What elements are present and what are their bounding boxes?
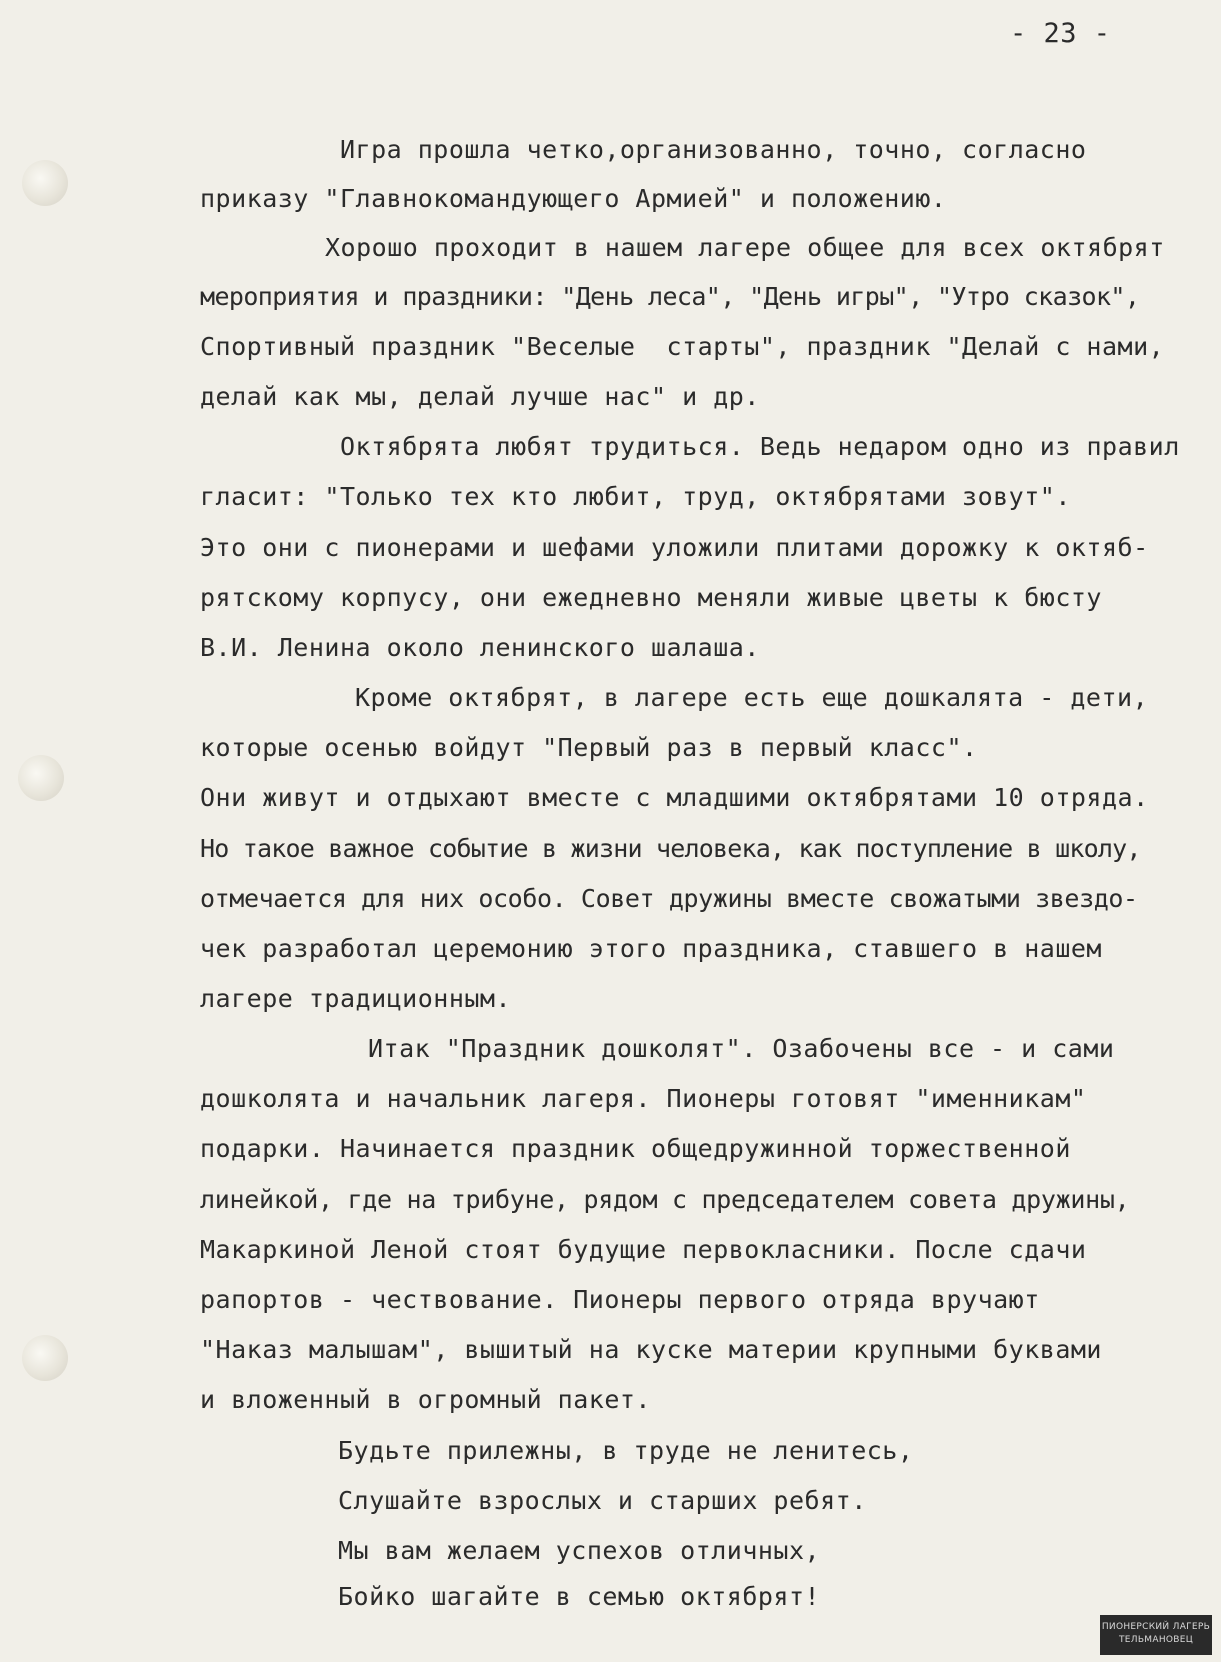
text-line: Это они с пионерами и шефами уложили плитами дорожку к октяб- — [200, 533, 1149, 562]
punch-hole-middle — [18, 755, 64, 801]
text-line: Кроме октябрят, в лагере есть еще дошкалята - дети, — [355, 683, 1149, 712]
text-line: Октябрята любят трудиться. Ведь недаром одно из правил — [340, 432, 1180, 461]
stamp-line-1: ПИОНЕРСКИЙ ЛАГЕРЬ — [1101, 1622, 1211, 1632]
text-line: мероприятия и праздники: "День леса", "День игры", "Утро сказок", — [200, 282, 1140, 311]
text-line: Но такое важное событие в жизни человека, как поступление в школу, — [200, 834, 1141, 863]
text-line: чек разработал церемонию этого праздника, ставшего в нашем — [200, 934, 1102, 963]
text-line: линейкой, где на трибуне, рядом с председателем совета дружины, — [200, 1185, 1130, 1214]
text-line: Спортивный праздник "Веселые старты", праздник "Делай с нами, — [200, 332, 1165, 361]
text-line: гласит: "Только тех кто любит, труд, октябрятами зовут". — [200, 482, 1071, 511]
text-line: которые осенью войдут "Первый раз в первый класс". — [200, 733, 978, 762]
text-line: В.И. Ленина около ленинского шалаша. — [200, 633, 760, 662]
text-line: делай как мы, делай лучше нас" и др. — [200, 382, 760, 411]
text-line: подарки. Начинается праздник общедружинной торжественной — [200, 1134, 1071, 1163]
text-line: и вложенный в огромный пакет. — [200, 1385, 651, 1414]
text-line: лагере традиционным. — [200, 984, 512, 1013]
text-line: "Наказ малышам", вышитый на куске материи крупными буквами — [200, 1335, 1102, 1364]
punch-hole-top — [22, 160, 68, 206]
text-line: отмечается для них особо. Совет дружины вместе свожатыми звездо- — [200, 884, 1138, 913]
text-line: Они живут и отдыхают вместе с младшими октябрятами 10 отряда. — [200, 783, 1149, 812]
poem-line: Мы вам желаем успехов отличных, — [338, 1536, 821, 1565]
poem-line: Слушайте взрослых и старших ребят. — [338, 1486, 867, 1515]
poem-line: Бойко шагайте в семью октябрят! — [338, 1582, 821, 1611]
text-line: приказу "Главнокомандующего Армией" и положению. — [200, 184, 947, 213]
page-number: - 23 - — [1010, 18, 1111, 49]
text-line: Итак "Праздник дошколят". Озабочены все - и сами — [368, 1034, 1115, 1063]
punch-hole-bottom — [22, 1335, 68, 1381]
text-line: дошколята и начальник лагеря. Пионеры готовят "именникам" — [200, 1084, 1087, 1113]
text-line: рятскому корпусу, они ежедневно меняли живые цветы к бюсту — [200, 583, 1102, 612]
archive-stamp — [1100, 1615, 1212, 1655]
text-line: Хорошо проходит в нашем лагере общее для всех октябрят — [325, 233, 1165, 262]
text-line: Макаркиной Леной стоят будущие первокласники. После сдачи — [200, 1235, 1087, 1264]
stamp-line-2: ТЕЛЬМАНОВЕЦ — [1118, 1635, 1194, 1645]
text-line: рапортов - чествование. Пионеры первого отряда вручают — [200, 1285, 1040, 1314]
poem-line: Будьте прилежны, в труде не ленитесь, — [338, 1436, 914, 1465]
text-line: Игра прошла четко,организованно, точно, согласно — [340, 135, 1087, 164]
